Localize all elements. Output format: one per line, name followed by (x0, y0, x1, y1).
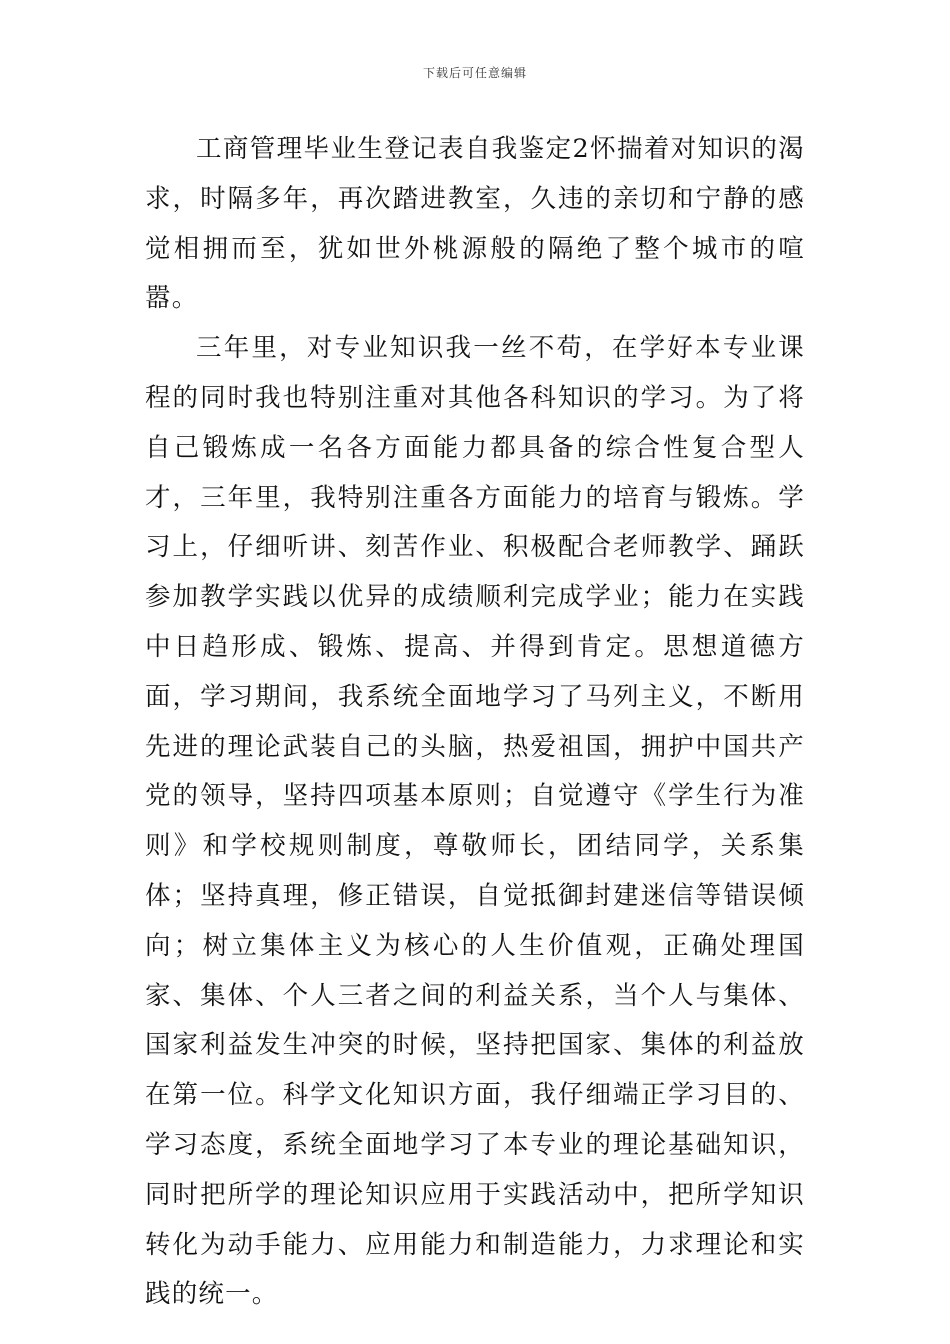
paragraph-1: 工商管理毕业生登记表自我鉴定2怀揣着对知识的渴求，时隔多年，再次踏进教室，久违的亲切和宁静的感觉相拥而至，犹如世外桃源般的隔绝了整个城市的喧嚣。 (145, 134, 805, 314)
paragraph-2: 三年里，对专业知识我一丝不苟，在学好本专业课程的同时我也特别注重对其他各科知识的学习。为了将自己锻炼成一名各方面能力都具备的综合性复合型人才，三年里，我特别注重各方面能力的培育与锻炼。学习上，仔细听讲、刻苦作业、积极配合老师教学、踊跃参加教学实践以优异的成绩顺利完成学业；能力在实践中日趋形成、锻炼、提高、并得到肯定。思想道德方面，学习期间，我系统全面地学习了马列主义，不断用先进的理论武装自己的头脑，热爱祖国，拥护中国共产党的领导，坚持四项基本原则；自觉遵守《学生行为准则》和学校规则制度，尊敬师长，团结同学，关系集体；坚持真理，修正错误，自觉抵御封建迷信等错误倾向；树立集体主义为核心的人生价值观，正确处理国家、集体、个人三者之间的利益关系，当个人与集体、国家利益发生冲突的时候，坚持把国家、集体的利益放在第一位。科学文化知识方面，我仔细端正学习目的、学习态度，系统全面地学习了本专业的理论基础知识，同时把所学的理论知识应用于实践活动中，把所学知识转化为动手能力、应用能力和制造能力，力求理论和实践的统一。 (145, 333, 805, 1310)
header-note: 下载后可任意编辑 (422, 66, 527, 80)
document-body (145, 125, 805, 1320)
